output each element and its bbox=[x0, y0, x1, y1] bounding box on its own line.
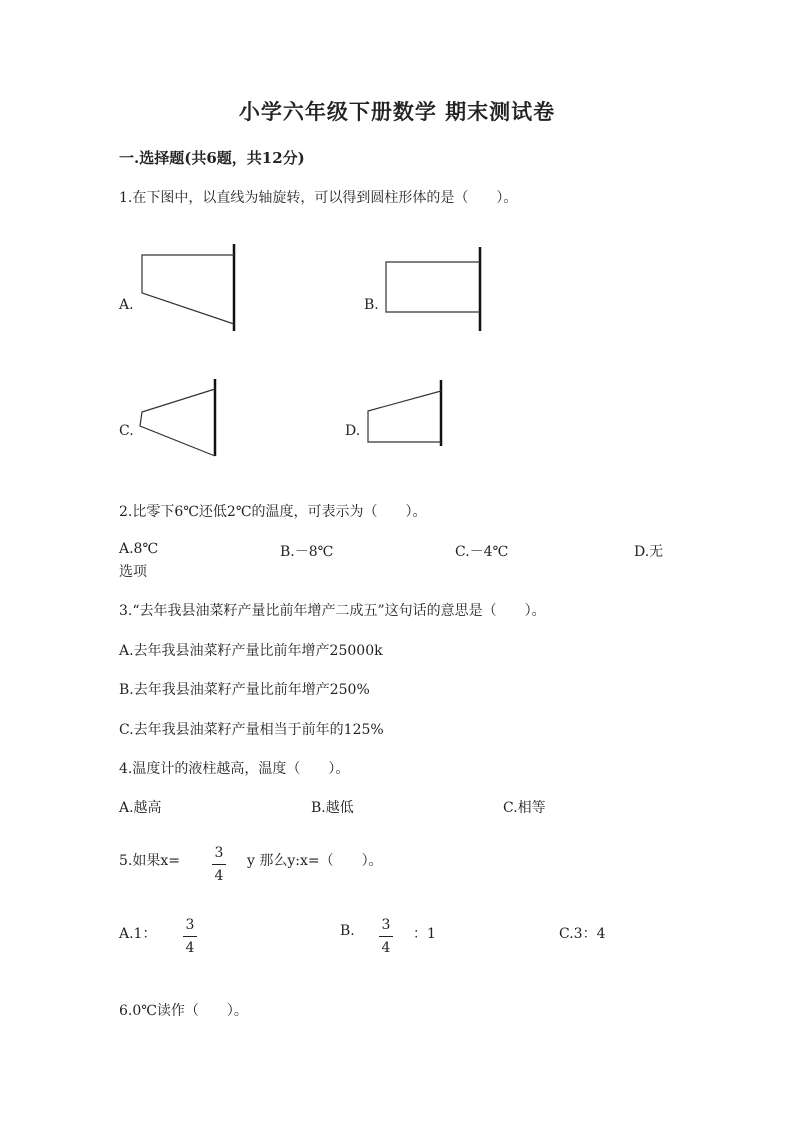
q5-fraction-denominator: 4 bbox=[214, 868, 224, 884]
q5-option-b-suffix: ：1 bbox=[413, 926, 436, 942]
q2-option-d-wrap: 选项 bbox=[119, 564, 147, 580]
q5-option-a-numerator: 3 bbox=[185, 917, 195, 933]
q2-option-d: D.无 bbox=[634, 544, 664, 560]
q2-option-b: B.－8℃ bbox=[280, 544, 334, 560]
q1-option-a-label: A. bbox=[119, 297, 134, 313]
q1-figure-d bbox=[360, 378, 460, 468]
question-1-stem: 1.在下图中，以直线为轴旋转，可以得到圆柱形体的是（ ）。 bbox=[119, 190, 518, 206]
q1-option-d-label: D. bbox=[345, 423, 361, 439]
q1-figure-c bbox=[130, 375, 230, 465]
q3-option-a: A.去年我县油菜籽产量比前年增产25000k bbox=[119, 643, 383, 659]
q5-fraction-bar bbox=[212, 864, 226, 865]
q2-option-a: A.8℃ bbox=[119, 541, 159, 557]
question-2-stem: 2.比零下6℃还低2℃的温度，可表示为（ ）。 bbox=[119, 504, 427, 520]
q5-option-b-numerator: 3 bbox=[381, 917, 391, 933]
q5-option-b-fraction bbox=[377, 917, 395, 956]
q5-fraction bbox=[210, 845, 228, 884]
page-title: 小学六年级下册数学 期末测试卷 bbox=[238, 99, 556, 124]
q5-option-b-fraction-bar bbox=[379, 936, 393, 937]
q4-option-c: C.相等 bbox=[503, 800, 546, 816]
q3-option-b: B.去年我县油菜籽产量比前年增产250% bbox=[119, 682, 370, 698]
question-5-stem-end: y 那么y:x=（ ）。 bbox=[247, 853, 383, 869]
q5-option-c: C.3：4 bbox=[559, 926, 606, 942]
q5-option-a-prefix: A.1： bbox=[119, 926, 157, 942]
q5-option-a-denominator: 4 bbox=[185, 940, 195, 956]
question-4-stem: 4.温度计的液柱越高，温度（ ）。 bbox=[119, 761, 350, 777]
q5-option-a-fraction bbox=[181, 917, 199, 956]
q4-option-a: A.越高 bbox=[119, 800, 162, 816]
q5-fraction-numerator: 3 bbox=[214, 845, 224, 861]
question-6-stem: 6.0℃读作（ ）。 bbox=[119, 1003, 248, 1019]
q1-figure-b bbox=[380, 243, 490, 338]
question-5-stem-start: 5.如果x= bbox=[119, 853, 180, 869]
q3-option-c: C.去年我县油菜籽产量相当于前年的125% bbox=[119, 722, 384, 738]
q2-option-c: C.－4℃ bbox=[455, 544, 509, 560]
q1-option-c-label: C. bbox=[119, 423, 134, 439]
q5-option-a-fraction-bar bbox=[183, 936, 197, 937]
q4-option-b: B.越低 bbox=[311, 800, 354, 816]
question-3-stem: 3.“去年我县油菜籽产量比前年增产二成五”这句话的意思是（ ）。 bbox=[119, 603, 546, 619]
q1-figure-a bbox=[130, 240, 240, 335]
section-heading: 一.选择题(共6题，共12分) bbox=[119, 149, 305, 167]
q1-option-b-label: B. bbox=[364, 297, 379, 313]
q5-option-b-prefix: B. bbox=[340, 923, 355, 939]
q5-option-b-denominator: 4 bbox=[381, 940, 391, 956]
